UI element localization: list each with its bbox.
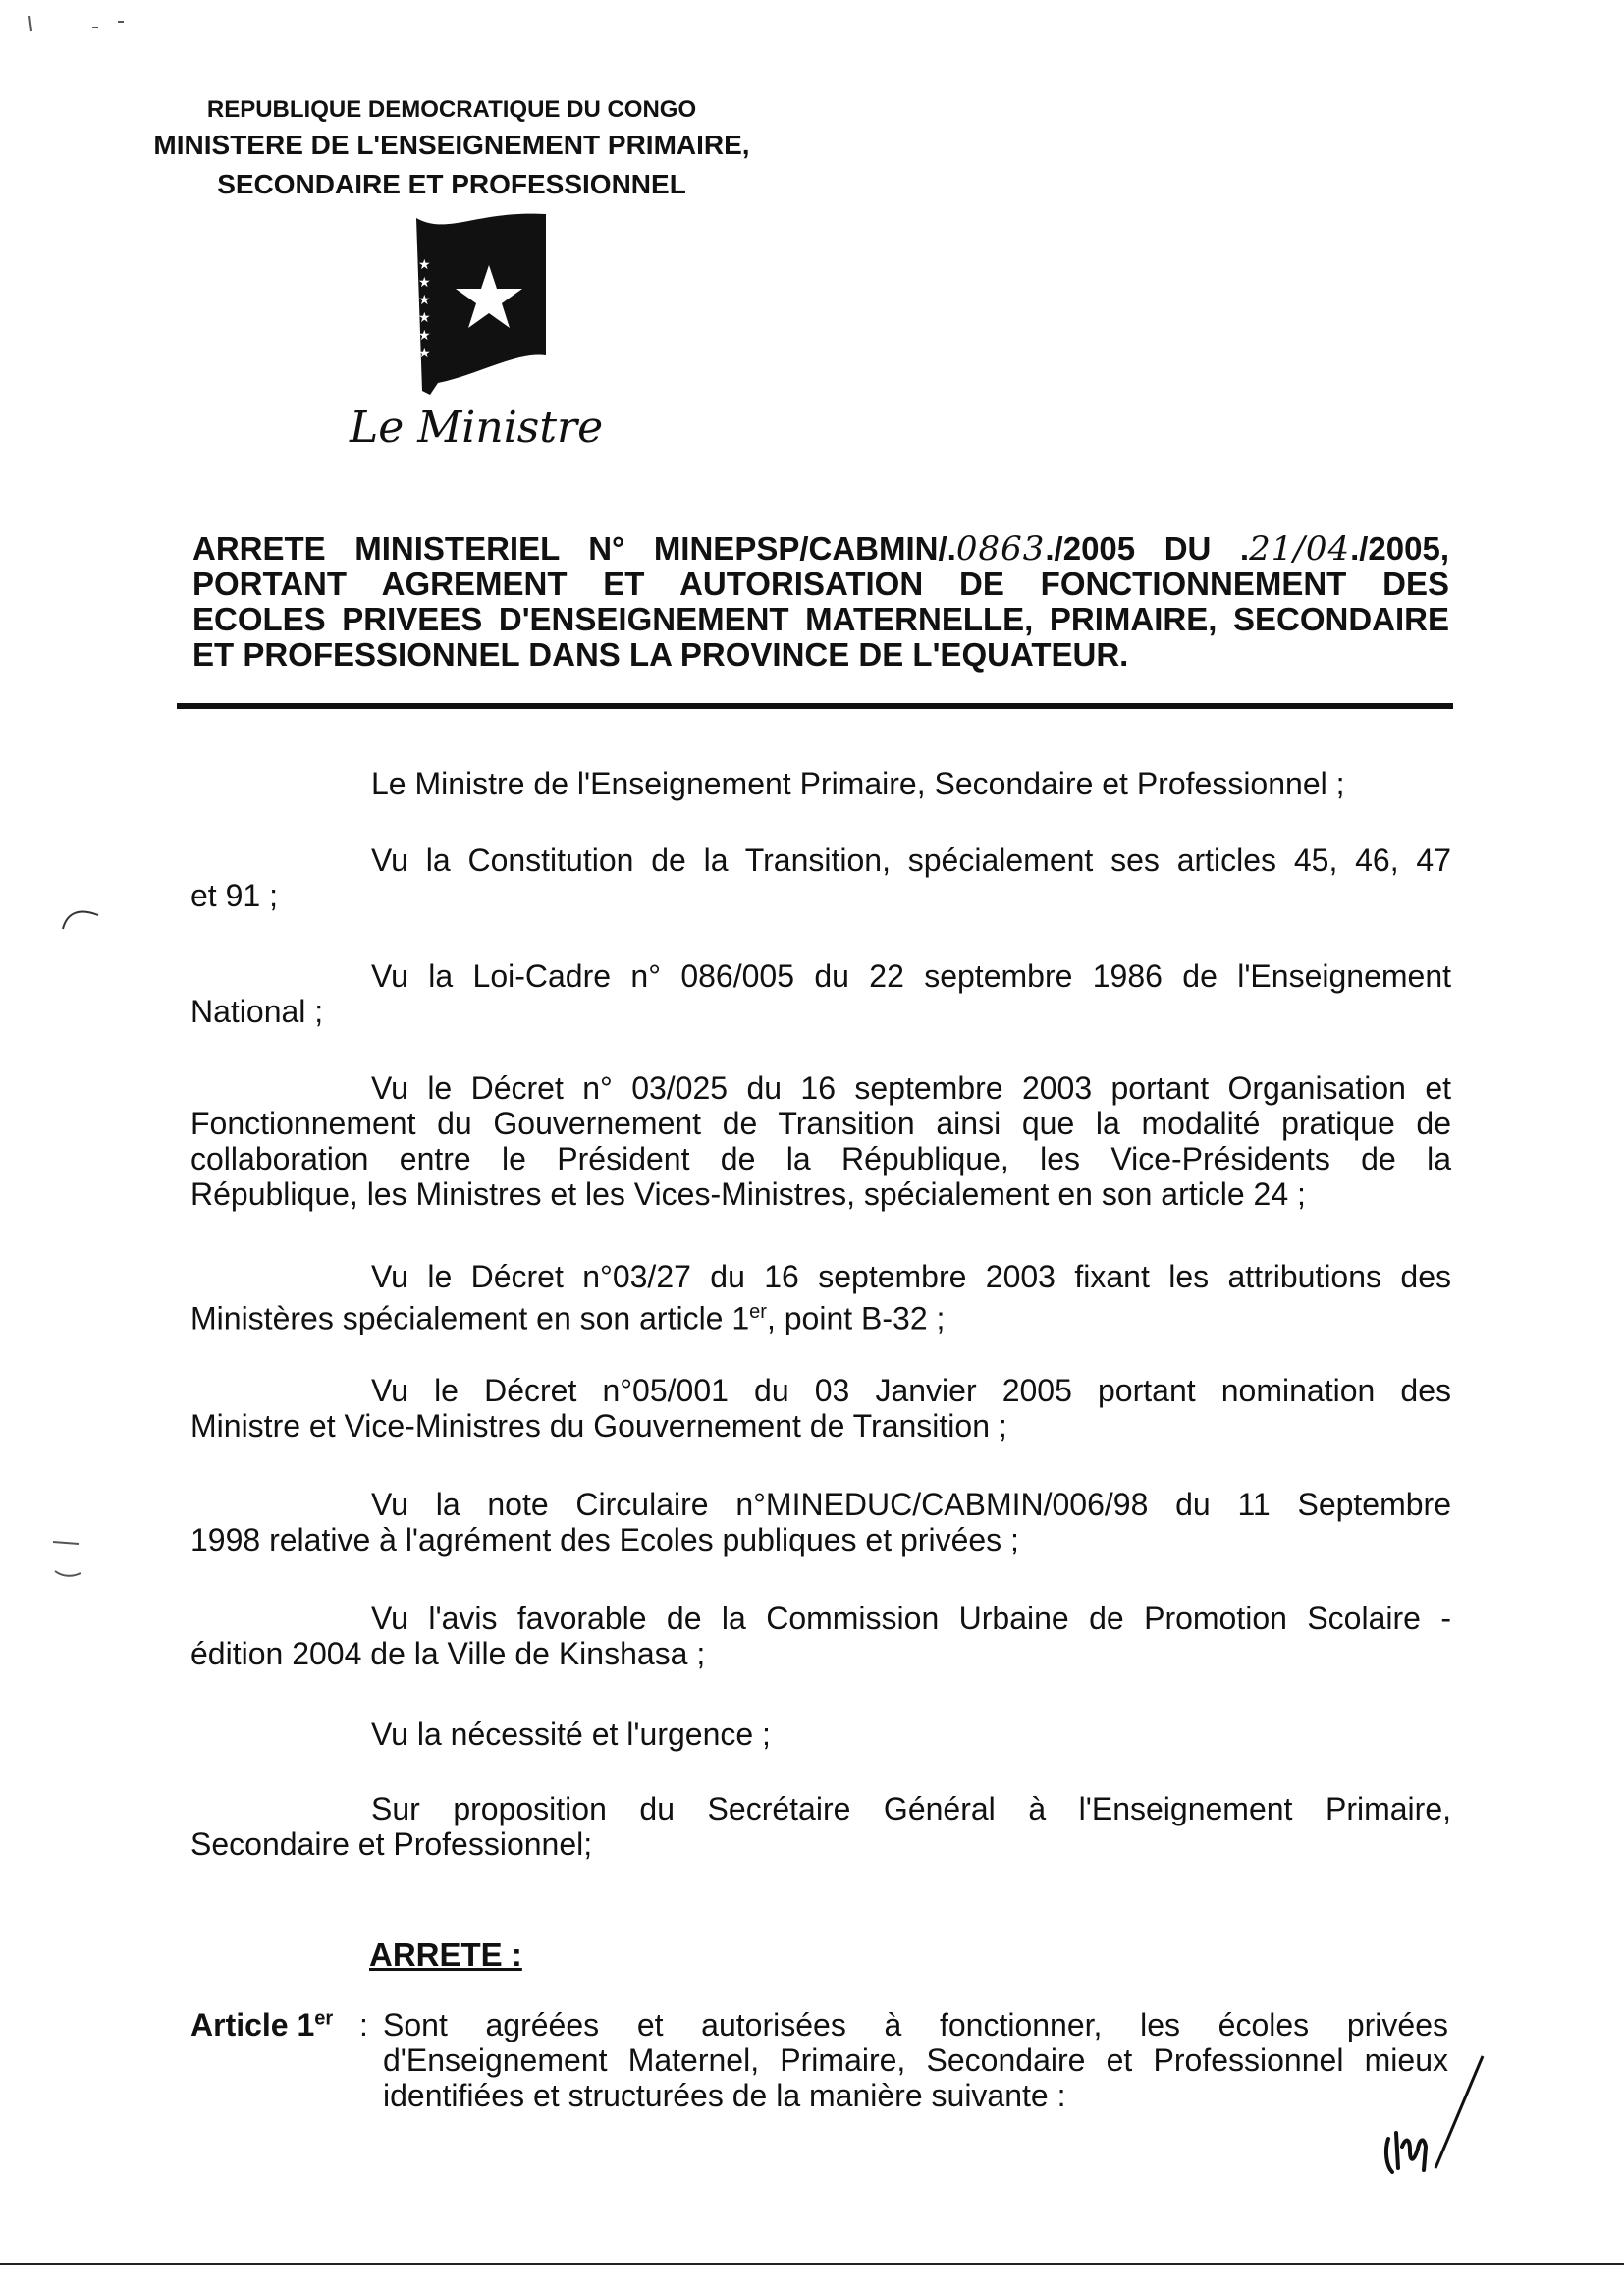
preamble-line: édition 2004 de la Ville de Kinshasa ;	[190, 1636, 706, 1671]
preamble-line: Ministre et Vice-Ministres du Gouvernement de Transition ;	[190, 1408, 1007, 1443]
preamble-paragraph	[190, 1070, 1451, 1212]
article-1-label	[190, 2007, 333, 2043]
decree-number-prefix: ARRETE MINISTERIEL N° MINEPSP/CABMIN/.	[192, 530, 956, 567]
preamble-line: Vu la nécessité et l'urgence ;	[371, 1716, 771, 1752]
preamble-line-part: Ministères spécialement en son article 1	[190, 1300, 750, 1336]
preamble-paragraph	[190, 1259, 1451, 1336]
preamble-line: Vu le Décret n°05/001 du 03 Janvier 2005 portant nomination des	[371, 1373, 1451, 1408]
decree-title-line1	[192, 531, 1449, 567]
title-underline-rule	[177, 703, 1453, 709]
article-line: Sont agréées et autorisées à fonctionner, les écoles privées	[383, 2007, 1448, 2042]
svg-text:★: ★	[418, 310, 431, 326]
preamble-paragraph	[190, 843, 1451, 913]
superscript-er: er	[749, 1301, 767, 1323]
article-1-text	[383, 2007, 1448, 2113]
decree-title	[192, 531, 1449, 673]
article-colon: :	[359, 2007, 368, 2042]
scan-mark	[49, 1532, 88, 1581]
preamble-paragraph	[190, 1601, 1451, 1671]
article-line: d'Enseignement Maternel, Primaire, Secondaire et Professionnel mieux	[383, 2042, 1448, 2078]
arrete-heading: ARRETE :	[369, 1936, 522, 1973]
handwritten-initials-mark	[1375, 2052, 1492, 2180]
preamble-line: collaboration entre le Président de la République, les Vice-Présidents de la	[190, 1141, 1451, 1176]
page-bottom-rule	[0, 2263, 1624, 2265]
preamble-line	[190, 1294, 1451, 1336]
handwritten-decree-number: 0863	[955, 529, 1046, 569]
svg-text:★: ★	[418, 275, 431, 291]
preamble-line: Vu l'avis favorable de la Commission Urbaine de Promotion Scolaire -	[371, 1601, 1451, 1636]
handwritten-decree-date: 21/04	[1249, 529, 1351, 569]
preamble-line: Vu le Décret n° 03/025 du 16 septembre 2003 portant Organisation et	[371, 1070, 1451, 1106]
preamble-line: Fonctionnement du Gouvernement de Transition ainsi que la modalité pratique de	[190, 1106, 1451, 1141]
article-label-text: Article 1	[190, 2007, 315, 2042]
preamble-paragraph	[190, 1791, 1451, 1862]
minister-signature-title: Le Ministre	[350, 403, 604, 453]
preamble-line: Vu le Décret n°03/27 du 16 septembre 2003 fixant les attributions des	[371, 1259, 1451, 1294]
decree-year-du: ./2005 DU .	[1045, 530, 1250, 567]
svg-text:★: ★	[418, 257, 431, 273]
preamble-paragraph	[371, 1716, 1451, 1752]
preamble-line: Vu la Constitution de la Transition, spécialement ses articles 45, 46, 47	[371, 843, 1451, 878]
article-line: identifiées et structurées de la manière suivante :	[383, 2078, 1066, 2113]
preamble-line-part: , point B-32 ;	[766, 1300, 946, 1336]
preamble-line: Secondaire et Professionnel;	[190, 1826, 593, 1862]
preamble-paragraph	[190, 958, 1451, 1029]
ministry-header-line2: SECONDAIRE ET PROFESSIONNEL	[217, 169, 686, 199]
decree-title-line3: ECOLES PRIVEES D'ENSEIGNEMENT MATERNELLE, PRIMAIRE, SECONDAIRE	[192, 601, 1449, 637]
preamble-line: et 91 ;	[190, 878, 278, 913]
svg-text:★: ★	[418, 346, 431, 361]
svg-text:★: ★	[418, 293, 431, 308]
preamble-line: Sur proposition du Secrétaire Général à l'Enseignement Primaire,	[371, 1791, 1451, 1826]
svg-text:★: ★	[418, 328, 431, 344]
decree-year-suffix: ./2005,	[1350, 530, 1449, 567]
preamble-line: National ;	[190, 994, 324, 1029]
scan-mark	[24, 10, 132, 39]
preamble-line: Vu la Loi-Cadre n° 086/005 du 22 septembre 1986 de l'Enseignement	[371, 958, 1451, 994]
preamble-line: 1998 relative à l'agrément des Ecoles publiques et privées ;	[190, 1522, 1019, 1557]
decree-title-line2: PORTANT AGREMENT ET AUTORISATION DE FONCTIONNEMENT DES	[192, 566, 1449, 602]
preamble-line: Vu la note Circulaire n°MINEDUC/CABMIN/006/98 du 11 Septembre	[371, 1487, 1451, 1522]
superscript-er: er	[314, 2007, 334, 2030]
scan-mark	[59, 903, 108, 933]
preamble-line: République, les Ministres et les Vices-Ministres, spécialement en son article 24 ;	[190, 1176, 1306, 1212]
decree-title-line4: ET PROFESSIONNEL DANS LA PROVINCE DE L'EQUATEUR.	[192, 636, 1129, 673]
preamble-paragraph	[190, 1487, 1451, 1557]
republic-header: REPUBLIQUE DEMOCRATIQUE DU CONGO	[206, 96, 697, 123]
preamble-line: Le Ministre de l'Enseignement Primaire, Secondaire et Professionnel ;	[371, 766, 1345, 801]
preamble-paragraph	[190, 1373, 1451, 1443]
ministry-header: MINISTERE DE L'ENSEIGNEMENT PRIMAIRE,	[153, 130, 750, 160]
congo-flag-emblem	[408, 208, 556, 395]
preamble-paragraph	[371, 766, 1451, 801]
